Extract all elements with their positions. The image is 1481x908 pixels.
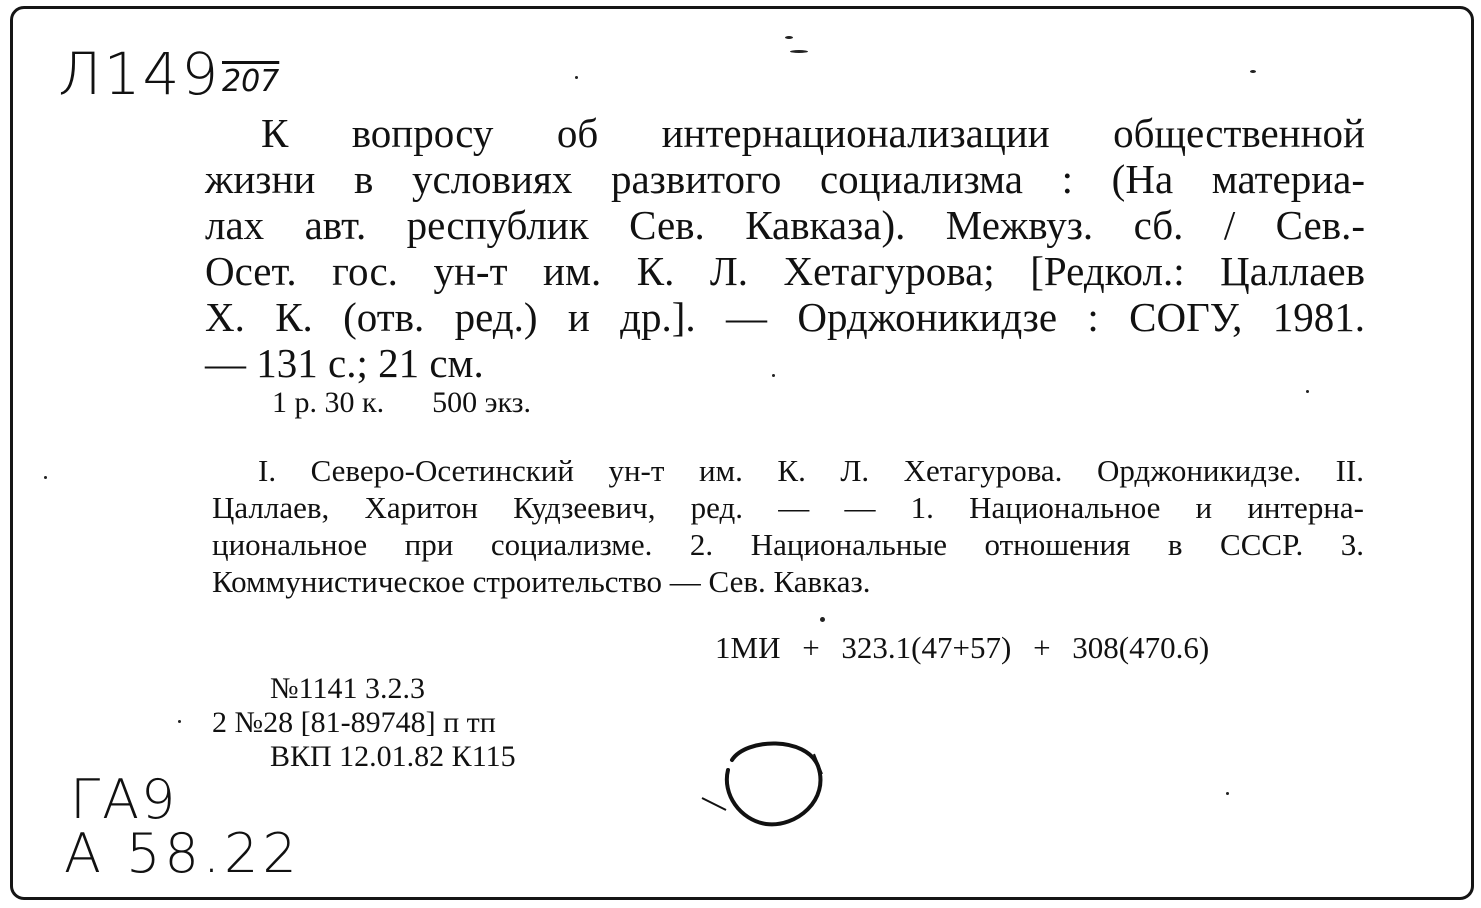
description-line: лах авт. республик Сев. Кавказа). Межвуз. сб. / Сев.- [205, 202, 1365, 248]
circle-stamp-icon [696, 728, 836, 838]
handwritten-shelf-sub: 207 [222, 64, 280, 99]
print-speck [785, 36, 793, 39]
print-speck [772, 374, 775, 377]
tech-line: ВКП 12.01.82 К115 [270, 740, 516, 773]
handwritten-bottom-index: А 58.22 [64, 822, 301, 885]
handwritten-shelf-mark: Л149 [58, 40, 221, 108]
bibliographic-description [205, 110, 1365, 386]
price: 1 р. 30 к. [272, 386, 385, 419]
classification-index: 1МИ + 323.1(47+57) + 308(470.6) [715, 630, 1210, 665]
print-speck [575, 76, 578, 79]
print-speck [44, 476, 47, 479]
description-line: Осет. гос. ун-т им. К. Л. Хетагурова; [Редкол.: Цаллаев [205, 248, 1365, 294]
copies: 500 экз. [432, 386, 531, 419]
tracing-line: циональное при социализме. 2. Национальные отношения в СССР. 3. [212, 527, 1364, 562]
print-speck [1306, 390, 1309, 393]
tracing-line: I. Северо-Осетинский ун-т им. К. Л. Хетагурова. Орджоникидзе. II. [258, 453, 1364, 488]
print-speck [790, 50, 808, 53]
description-line: Х. К. (отв. ред.) и др.]. — Орджоникидзе : СОГУ, 1981. [205, 294, 1365, 340]
tracing-line: Коммунистическое строительство — Сев. Кавказ. [212, 564, 871, 599]
print-speck [178, 720, 181, 723]
description-line: жизни в условиях развитого социализма : (На материа- [205, 156, 1365, 202]
print-speck [1226, 792, 1229, 795]
print-speck [820, 617, 825, 622]
price-line [272, 386, 531, 420]
tech-line: №1141 3.2.3 [270, 672, 426, 705]
handwritten-bottom-mark: ГА9 [70, 768, 178, 831]
technical-info [212, 672, 516, 774]
tracings [212, 452, 1364, 600]
tech-line: 2 №28 [81-89748] п тп [212, 706, 496, 739]
tracing-line: Цаллаев, Харитон Кудзеевич, ред. — — 1. Национальное и интерна- [212, 490, 1364, 525]
print-speck [1250, 70, 1256, 73]
description-line: К вопросу об интернационализации общественной [261, 110, 1365, 156]
description-line: — 131 с.; 21 см. [205, 340, 484, 386]
